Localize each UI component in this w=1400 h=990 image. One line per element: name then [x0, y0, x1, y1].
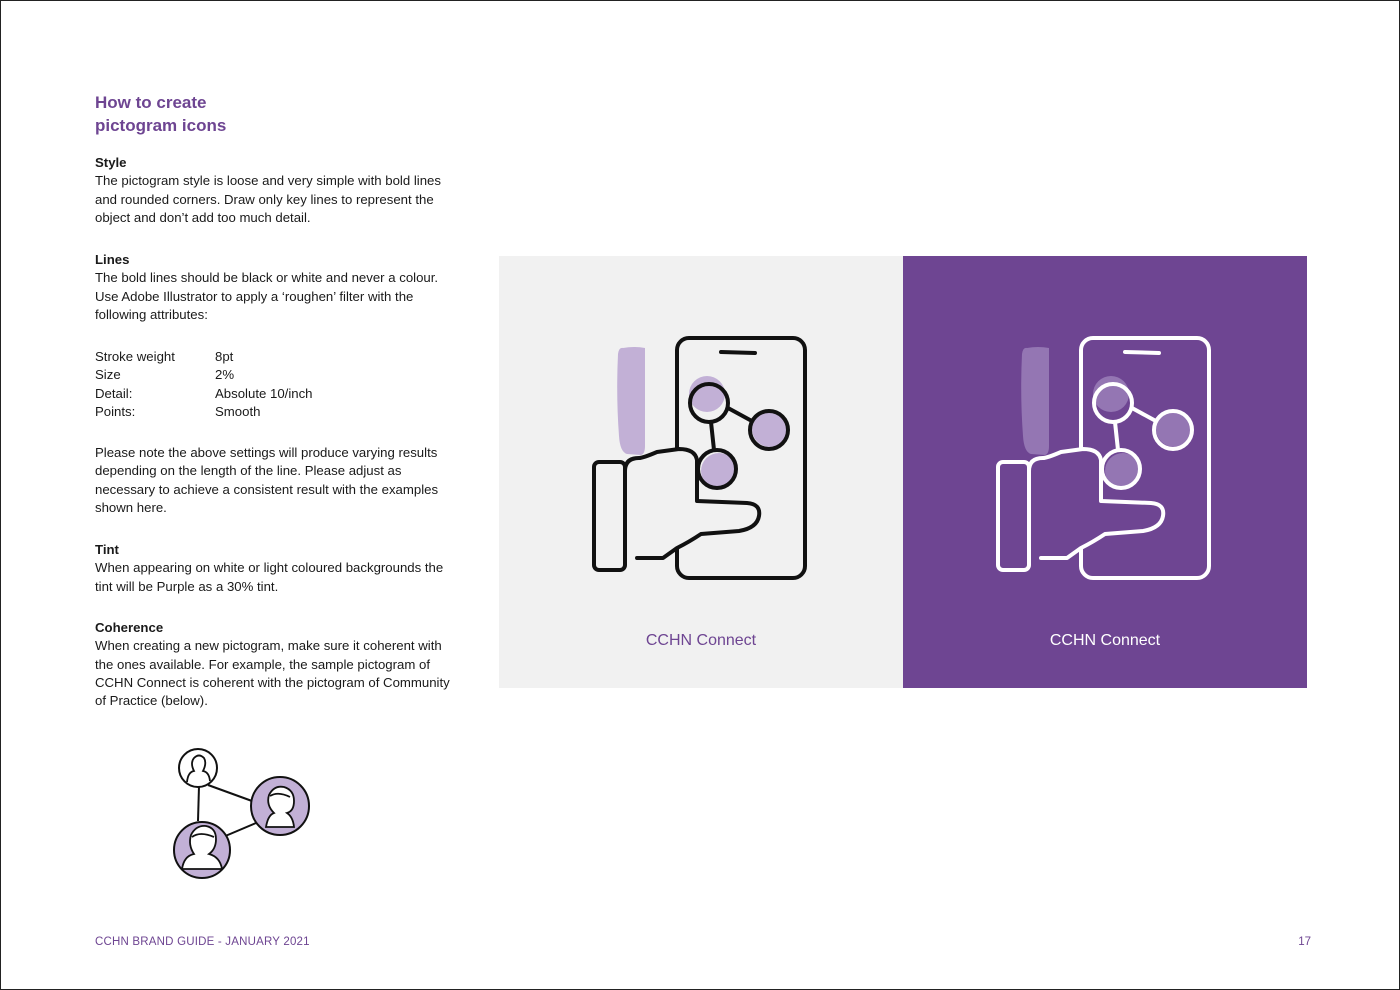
settings-row: [95, 403, 313, 421]
settings-row: [95, 366, 313, 384]
coherence-title: Coherence: [95, 620, 164, 635]
style-title: Style: [95, 155, 127, 170]
settings-value: 8pt: [215, 349, 234, 364]
settings-value: Absolute 10/inch: [215, 385, 313, 401]
settings-key: Detail:: [95, 385, 133, 401]
footer-brand-guide: CCHN BRAND GUIDE - JANUARY 2021: [95, 936, 310, 948]
roughen-settings: [95, 348, 313, 421]
coherence-section: [95, 619, 455, 710]
settings-key: Points:: [95, 403, 136, 419]
style-section: [95, 154, 455, 227]
note-section: [95, 444, 455, 517]
settings-key: Size: [95, 367, 121, 383]
lines-body: The bold lines should be black or white and never a colour. Use Adobe Illustrator to apply a ‘roughen’ filter with the following attributes:: [95, 270, 439, 322]
page-number: 17: [1298, 936, 1311, 948]
community-of-practice-icon: [166, 741, 316, 886]
settings-row: [95, 348, 313, 366]
dark-background-panel: [903, 256, 1307, 688]
settings-value: 2%: [215, 367, 235, 383]
light-background-panel: [499, 256, 903, 688]
light-panel-caption: CCHN Connect: [645, 632, 757, 649]
phone-in-hand-network-icon: [983, 326, 1223, 586]
dark-panel-caption: CCHN Connect: [1049, 632, 1161, 649]
tint-section: [95, 541, 455, 596]
page-heading: [95, 91, 395, 137]
lines-title: Lines: [95, 252, 130, 267]
settings-value: Smooth: [215, 403, 261, 419]
settings-row: [95, 385, 313, 403]
phone-in-hand-network-icon: [579, 326, 819, 586]
coherence-body: When creating a new pictogram, make sure it coherent with the ones available. For example, the sample pictogram of CCHN Connect is coherent with the pictogram of Community of Practice (below).: [95, 638, 450, 709]
note-body: Please note the above settings will produce varying results depending on the length of the line. Please adjust as necessary to achieve a consistent result with the examples shown here.: [95, 445, 439, 515]
heading-line-1: How to create: [95, 93, 207, 112]
tint-title: Tint: [95, 542, 119, 557]
style-body: The pictogram style is loose and very simple with bold lines and rounded corners. Draw only key lines to represent the object and don’t add too much detail.: [95, 173, 441, 225]
tint-body: When appearing on white or light coloured backgrounds the tint will be Purple as a 30% tint.: [95, 560, 444, 594]
settings-key: Stroke weight: [95, 349, 175, 364]
lines-section: [95, 251, 455, 324]
heading-line-2: pictogram icons: [95, 116, 227, 135]
